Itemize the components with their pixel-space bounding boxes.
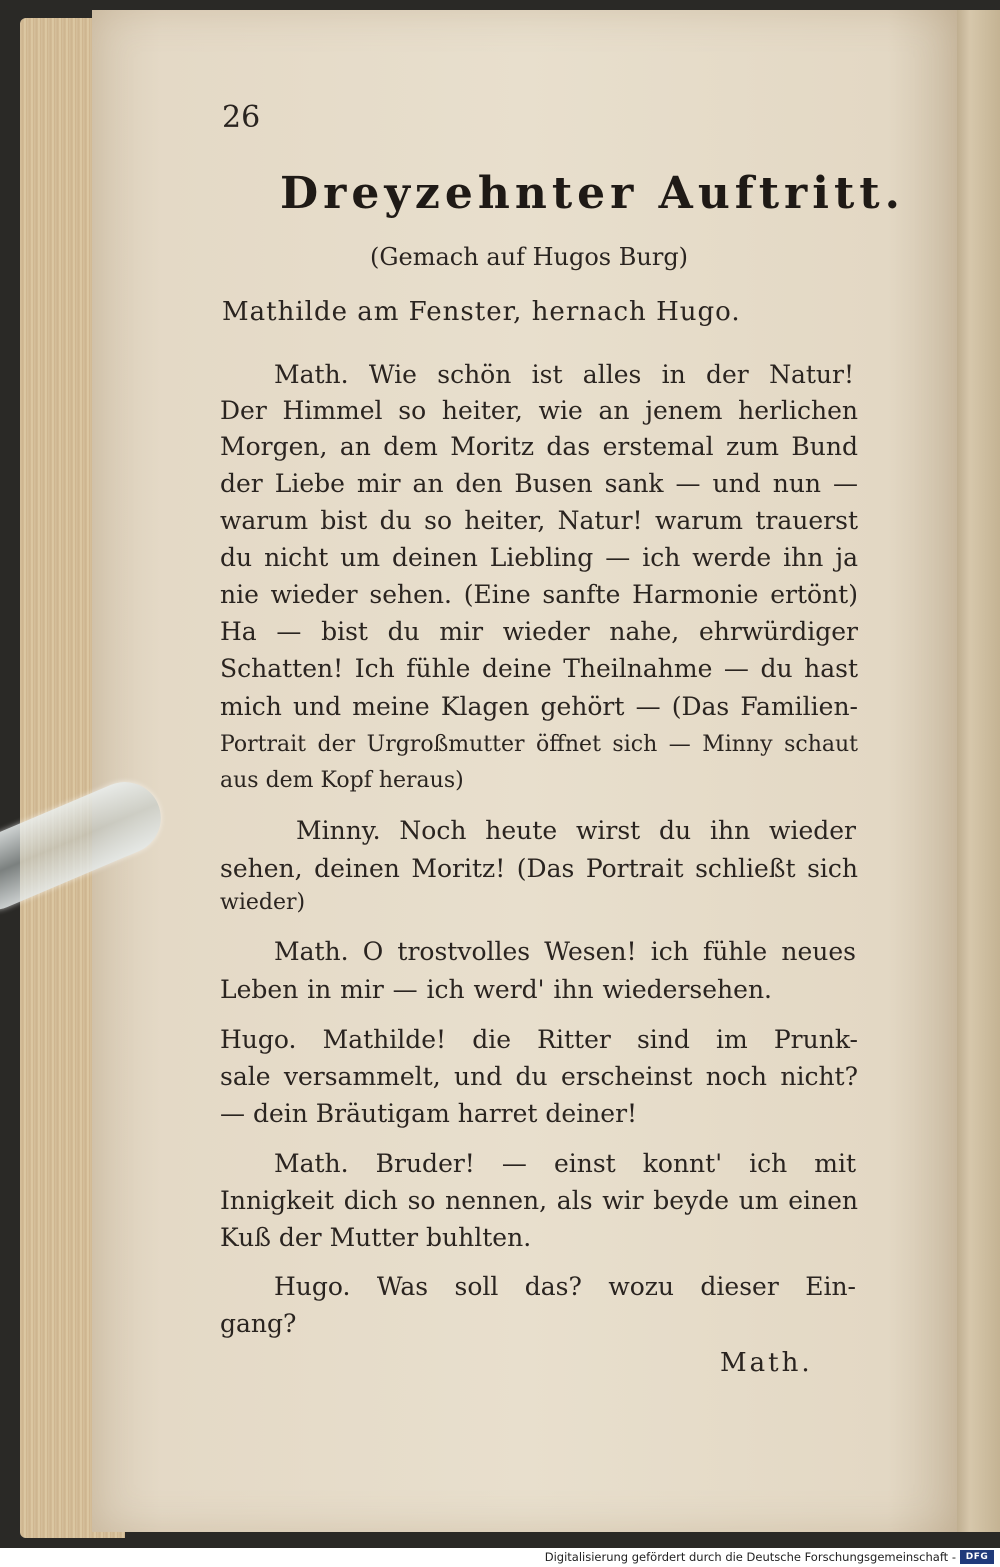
text-line: Math. O trostvolles Wesen! ich fühle neues: [274, 937, 856, 966]
text-line: Leben in mir — ich werd' ihn wiedersehen.: [220, 975, 772, 1004]
text-line: Morgen, an dem Moritz das erstemal zum Bund: [220, 432, 858, 461]
facing-page-edge: [957, 10, 1000, 1532]
text-line: du nicht um deinen Liebling — ich werde ihn ja: [220, 543, 858, 572]
stage-direction-line: wieder): [220, 890, 306, 915]
text-line: sale versammelt, und du erscheinst noch nicht?: [220, 1062, 858, 1091]
text-line: Schatten! Ich fühle deine Theilnahme — du hast: [220, 654, 858, 683]
text-line: Minny. Noch heute wirst du ihn wieder: [296, 816, 856, 845]
page-number: 26: [222, 100, 261, 135]
cast-line: Mathilde am Fenster, hernach Hugo.: [222, 297, 741, 327]
text-line: der Liebe mir an den Busen sank — und nun —: [220, 469, 858, 498]
scene-setting: (Gemach auf Hugos Burg): [370, 243, 689, 271]
text-line: Hugo. Was soll das? wozu dieser Ein-: [274, 1272, 856, 1301]
text-line: Hugo. Mathilde! die Ritter sind im Prunk-: [220, 1025, 858, 1054]
text-line: — dein Bräutigam harret deiner!: [220, 1099, 638, 1128]
text-line: Ha — bist du mir wieder nahe, ehrwürdiger: [220, 617, 858, 646]
stage-direction-line: aus dem Kopf heraus): [220, 768, 464, 793]
text-line: Kuß der Mutter buhlten.: [220, 1223, 532, 1252]
digitization-credit: Digitalisierung gefördert durch die Deutsche Forschungsgemeinschaft -: [544, 1550, 956, 1564]
text-line: gang?: [220, 1309, 297, 1338]
text-line: nie wieder sehen. (Eine sanfte Harmonie ertönt): [220, 580, 858, 609]
text-line: mich und meine Klagen gehört — (Das Familien-: [220, 692, 858, 721]
text-line: sehen, deinen Moritz! (Das Portrait schließt sich: [220, 854, 858, 883]
catchword: Math.: [720, 1348, 813, 1378]
text-line: warum bist du so heiter, Natur! warum trauerst: [220, 506, 858, 535]
dfg-logo: DFG: [960, 1550, 994, 1564]
text-line: Der Himmel so heiter, wie an jenem herlichen: [220, 396, 858, 425]
text-line: Math. Bruder! — einst konnt' ich mit: [274, 1149, 856, 1178]
scene-title: Dreyzehnter Auftritt.: [280, 168, 905, 219]
text-line: Math. Wie schön ist alles in der Natur!: [274, 360, 854, 389]
stage-direction-line: Portrait der Urgroßmutter öffnet sich — Minny schaut: [220, 732, 858, 757]
text-line: Innigkeit dich so nennen, als wir beyde um einen: [220, 1186, 858, 1215]
